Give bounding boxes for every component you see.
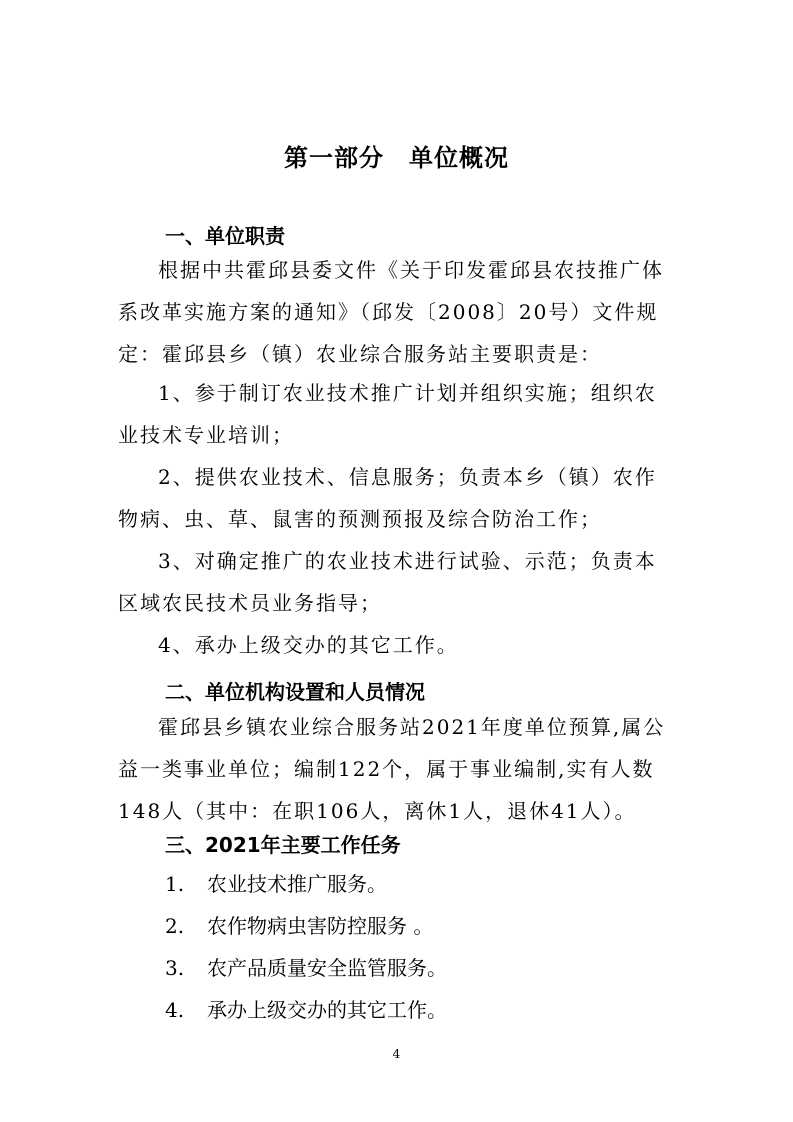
task-item-1 — [165, 868, 387, 897]
page-number: 4 — [392, 1047, 401, 1061]
duty-item-1: 1、参于制订农业技术推广计划并组织实施；组织农业技术专业培训； — [118, 381, 657, 447]
duty-item-2: 2、提供农业技术、信息服务；负责本乡（镇）农作物病、虫、草、鼠害的预测预报及综合防治工作； — [118, 465, 657, 531]
task-text: 农作物病虫害防控服务 。 — [207, 914, 434, 938]
duty-item-4: 4、承办上级交办的其它工作。 — [158, 633, 459, 657]
duties-intro-paragraph: 根据中共霍邱县委文件《关于印发霍邱县农技推广体系改革实施方案的通知》（邱发〔2008〕20号）文件规定：霍邱县乡（镇）农业综合服务站主要职责是： — [118, 258, 664, 366]
duty-item-3: 3、对确定推广的农业技术进行试验、示范；负责本区域农民技术员业务指导； — [118, 549, 657, 615]
task-text: 承办上级交办的其它工作。 — [207, 998, 447, 1022]
task-number: 4. — [165, 998, 185, 1022]
task-text: 农产品质量安全监管服务。 — [207, 956, 447, 980]
page-title: 第一部分 单位概况 — [284, 144, 509, 172]
section-heading-duties: 一、单位职责 — [165, 224, 285, 248]
task-number: 2. — [165, 914, 185, 938]
task-text: 农业技术推广服务。 — [207, 872, 387, 896]
organization-paragraph: 霍邱县乡镇农业综合服务站2021年度单位预算,属公益一类事业单位；编制122个，属于事业编制,实有人数148人（其中：在职106人，离休1人，退休41人）。 — [118, 715, 666, 823]
task-item-4 — [165, 994, 447, 1023]
task-item-3 — [165, 952, 447, 981]
task-number: 1. — [165, 872, 185, 896]
section-heading-tasks: 三、2021年主要工作任务 — [165, 833, 401, 857]
task-item-2 — [165, 910, 433, 939]
task-number: 3. — [165, 956, 185, 980]
section-heading-organization: 二、单位机构设置和人员情况 — [165, 680, 425, 704]
